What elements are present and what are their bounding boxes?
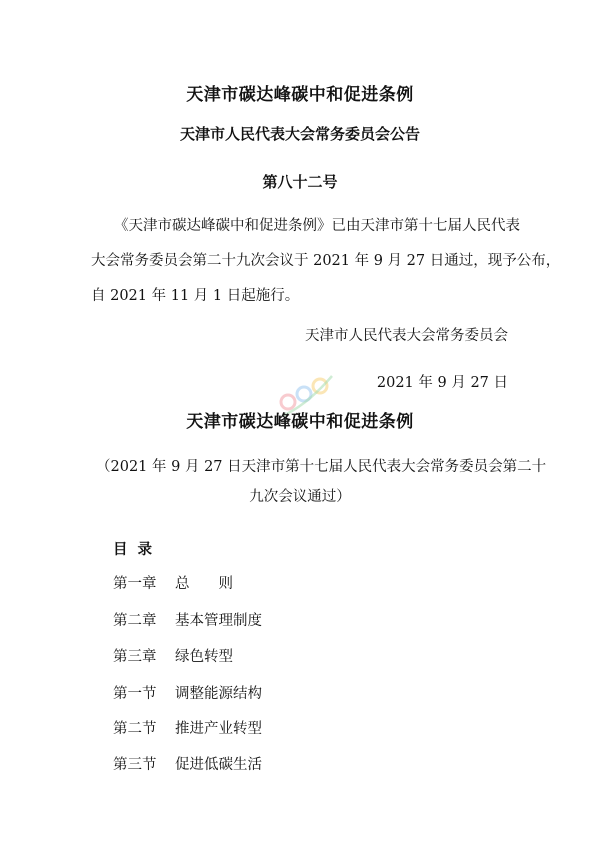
toc-item-title: 基本管理制度 — [175, 613, 262, 629]
toc-item-title: 调整能源结构 — [175, 686, 262, 702]
toc-item-number: 第二章 — [113, 613, 157, 629]
toc-item-title: 推进产业转型 — [175, 721, 262, 737]
toc-item[interactable] — [113, 572, 233, 593]
toc-item[interactable] — [113, 717, 262, 738]
toc-item[interactable] — [113, 645, 233, 666]
announcement-line-1: 《天津市碳达峰碳中和促进条例》已由天津市第十七届人民代表 — [114, 218, 520, 234]
notice-heading: 天津市人民代表大会常务委员会公告 — [179, 125, 420, 143]
toc-item-title: 促进低碳生活 — [175, 757, 262, 773]
adoption-line-2: 九次会议通过） — [249, 489, 351, 505]
toc-item-number: 第一节 — [113, 686, 157, 702]
toc-item-title: 总 则 — [175, 576, 233, 592]
announcement-line-2: 大会常务委员会第二十九次会议于 2021 年 9 月 27 日通过，现予公布， — [91, 253, 561, 269]
toc-item-number: 第二节 — [113, 721, 157, 737]
toc-item-number: 第一章 — [113, 576, 157, 592]
document-title: 天津市碳达峰碳中和促进条例 — [186, 85, 414, 105]
toc-item-number: 第三节 — [113, 757, 157, 773]
toc-item[interactable] — [113, 682, 262, 703]
toc-item-number: 第三章 — [113, 649, 157, 665]
issue-date: 2021 年 9 月 27 日 — [376, 375, 508, 391]
toc-item[interactable] — [113, 609, 262, 630]
adoption-line-1: （2021 年 9 月 27 日天津市第十七届人民代表大会常务委员会第二十 — [96, 459, 547, 475]
regulation-title: 天津市碳达峰碳中和促进条例 — [186, 412, 414, 432]
issuer-signature: 天津市人民代表大会常务委员会 — [305, 328, 508, 344]
toc-heading: 目录 — [113, 542, 162, 558]
notice-number: 第八十二号 — [262, 173, 338, 191]
toc-item[interactable] — [113, 753, 262, 774]
toc-item-title: 绿色转型 — [175, 649, 233, 665]
announcement-line-3: 自 2021 年 11 月 1 日起施行。 — [91, 288, 300, 304]
